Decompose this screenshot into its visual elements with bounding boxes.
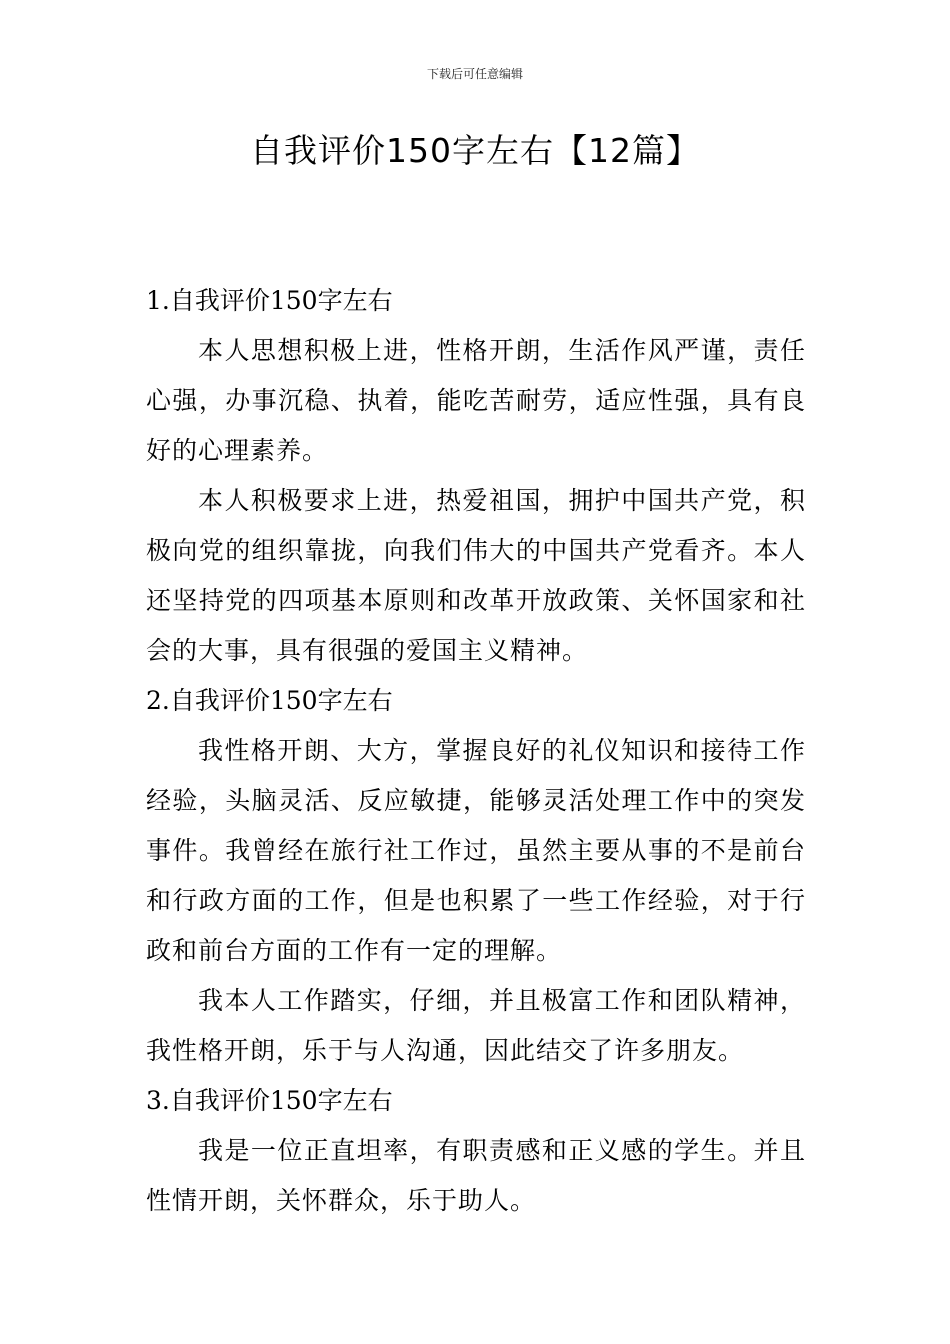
document-body xyxy=(146,276,806,1226)
paragraph: 我是一位正直坦率，有职责感和正义感的学生。并且性情开朗，关怀群众，乐于助人。 xyxy=(146,1136,806,1215)
paragraph: 我本人工作踏实，仔细，并且极富工作和团队精神，我性格开朗，乐于与人沟通，因此结交了许多朋友。 xyxy=(146,986,806,1065)
section-3 xyxy=(146,1076,806,1226)
section-heading: 2.自我评价150字左右 xyxy=(146,686,393,715)
section-heading: 3.自我评价150字左右 xyxy=(146,1086,393,1115)
document-title: 自我评价150字左右【12篇】 xyxy=(250,131,700,170)
paragraph: 本人思想积极上进，性格开朗，生活作风严谨，责任心强，办事沉稳、执着，能吃苦耐劳，适应性强，具有良好的心理素养。 xyxy=(146,336,806,465)
paragraph: 我性格开朗、大方，掌握良好的礼仪知识和接待工作经验，头脑灵活、反应敏捷，能够灵活处理工作中的突发事件。我曾经在旅行社工作过，虽然主要从事的不是前台和行政方面的工作，但是也积累了一些工作经验，对于行政和前台方面的工作有一定的理解。 xyxy=(146,736,806,965)
section-2 xyxy=(146,676,806,1076)
section-1 xyxy=(146,276,806,676)
paragraph: 本人积极要求上进，热爱祖国，拥护中国共产党，积极向党的组织靠拢，向我们伟大的中国共产党看齐。本人还坚持党的四项基本原则和改革开放政策、关怀国家和社会的大事，具有很强的爱国主义精神。 xyxy=(146,486,806,665)
header-note: 下载后可任意编辑 xyxy=(426,67,523,81)
section-heading: 1.自我评价150字左右 xyxy=(146,286,393,315)
